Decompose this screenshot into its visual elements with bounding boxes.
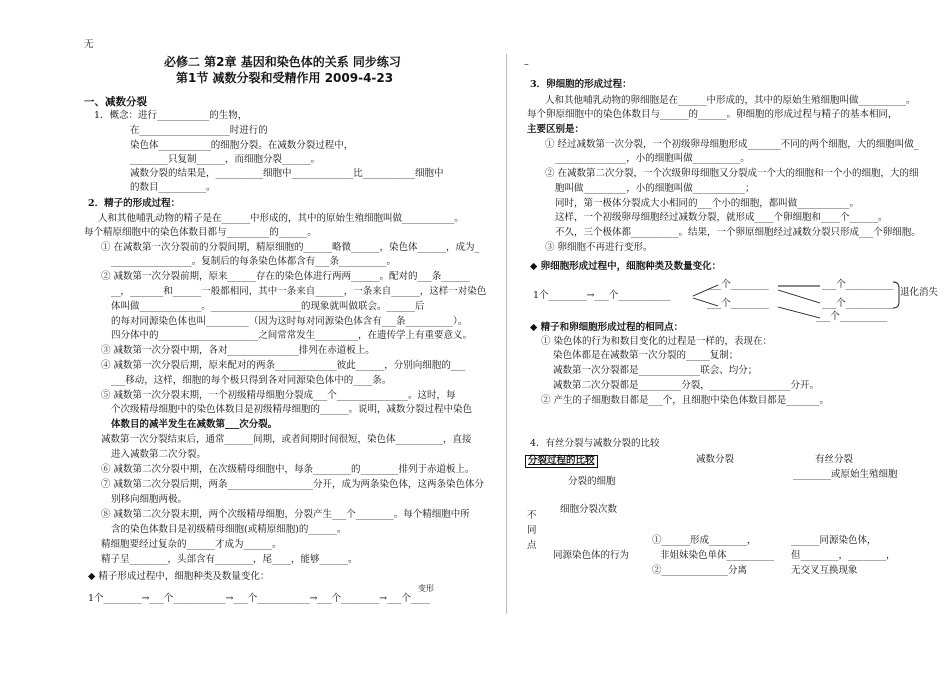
compare-heading: 4．有丝分裂与减数分裂的比较 — [530, 438, 660, 449]
common-1a: 染色体都是在减数第一次分裂的_____复制； — [553, 350, 739, 361]
sperm-shape: 精子呈________，头部含有________，尾____，能够______。 — [101, 554, 358, 565]
table-cell-mitosis-3: 无交叉互换现象 — [791, 565, 858, 576]
table-cell-meiosis-2: 非姐妹染色单体__________ — [660, 550, 775, 561]
stage-prophase1-e: 四分体中的_____________________之间常常发生_________，在遗传学上有重要意义。 — [111, 330, 473, 341]
table-cell-mitosis-2: 但________，________， — [791, 550, 896, 561]
egg-flow-r1: ___个__________ — [822, 279, 894, 290]
table-cell-mitosis-1: ______同源染色体， — [791, 535, 877, 546]
concept-line-6: 的数目__________。 — [130, 182, 216, 193]
table-cell-mitosis-cell: ________或原始生殖细胞 — [793, 469, 898, 480]
common-1b: 减数第一次分裂都是_____________联会、均分； — [553, 365, 758, 376]
stage-telophase2-b: 含的染色体数目是初级精母细胞(或精原细胞)的______。 — [111, 524, 347, 535]
stage-metaphase1: ③ 减数第一次分裂中期，各对_______________排列在赤道板上。 — [101, 345, 375, 356]
stage-telophase1-c: 体数目的减半发生在减数第___次分裂。 — [111, 419, 278, 430]
egg-diff-2d: 这样，一个初级卵母细胞经过减数分裂，就形成____个卵细胞和____个______。 — [555, 212, 888, 223]
diff-char-1: 不 — [527, 510, 537, 521]
right-dash: – — [524, 59, 529, 70]
concept-line-1: 1．概念：进行___________的生物， — [94, 110, 248, 121]
stage-telophase1: ⑤ 减数第一次分裂末期，一个初级精母细胞分裂成___个_______________。这时，每 — [101, 390, 456, 401]
common-1c: 减数第二次分裂都是_________分裂，_________________分开。 — [553, 380, 820, 391]
egg-flow-start: 1个________→___个___________ — [533, 290, 671, 301]
common-1: ① 染色体的行为和数目变化的过程是一样的，表现在： — [541, 336, 773, 347]
egg-flow-r2: ___个__________ — [822, 298, 894, 309]
egg-diff-1b: _______________，小的细胞叫做__________。 — [555, 153, 750, 164]
stage-after-first-b: 进入减数第二次分裂。 — [111, 449, 207, 460]
table-row-homolog: 同源染色体的行为 — [553, 550, 630, 561]
egg-flow-end: 退化消失 — [900, 287, 939, 298]
common-2: ② 产生的子细胞数目都是___个，且细胞中染色体数目都是_______。 — [541, 395, 830, 406]
stage-interphase-cont: _________________。复制后的每条染色体都含有___条__________。 — [111, 256, 397, 267]
table-row-divisions: 细胞分裂次数 — [560, 504, 618, 515]
sperm-maturation: 精细胞要经过复杂的______才成为______。 — [101, 539, 282, 550]
stage-telophase1-b: 个次级精母细胞中的染色体数目是初级精母细胞的______。说明，减数分裂过程中染色 — [111, 404, 473, 415]
stage-anaphase1-b: ___移动，这样，细胞的每个极只得到各对同源染色体中的____条。 — [111, 375, 392, 386]
egg-diff-2c: 同时，第一极体分裂成大小相同的___个小的细胞，都叫做___________。 — [555, 198, 860, 209]
sperm-heading: 2．精子的形成过程： — [88, 198, 181, 209]
table-header-compare: 分裂过程的比较 — [525, 455, 598, 468]
egg-flow-upper: ___个________ — [707, 279, 769, 290]
egg-diagram-heading: ◆ 卵细胞形成过程中，细胞种类及数量变化： — [530, 261, 722, 272]
sperm-flow-line: 1个________→___个___________→___个___________→___个________→___个____ — [88, 593, 430, 604]
stage-anaphase2: ⑦ 减数第二次分裂后期，两条__________________分开，成为两条染色体，这两条染色体分 — [101, 479, 485, 490]
egg-intro-2: 每个卵原细胞中的染色体数目与______的______。卵细胞的形成过程与精子的基本相同， — [527, 109, 898, 120]
egg-diff-1: ① 经过减数第一次分裂，一个初级卵母细胞形成_______不同的两个细胞，大的细胞叫做_ — [545, 139, 919, 150]
page-subtitle: 第1节 减数分裂和受精作用 2009-4-23 — [176, 71, 394, 85]
stage-anaphase2-b: 别移向细胞两极。 — [111, 494, 188, 505]
diff-char-2: 同 — [527, 525, 537, 536]
stage-prophase1-b: __，_______和______一般都相同，其中一条来自______，一条来自______，这样一对染色 — [111, 286, 487, 297]
concept-line-5: 减数分裂的结果是，__________细胞中_____________比___________细胞中 — [130, 168, 444, 179]
egg-diff-heading: 主要区别是： — [527, 124, 585, 135]
corner-mark: 无 — [84, 39, 94, 50]
egg-diff-2b: 胞叫做_________，小的细胞叫做___________； — [555, 183, 755, 194]
table-header-meiosis: 减数分裂 — [696, 454, 735, 465]
diff-char-3: 点 — [527, 540, 537, 551]
egg-flow-r3: ___个__________ — [816, 311, 888, 322]
concept-line-3: 染色体___________的细胞分裂。在减数分裂过程中， — [130, 140, 354, 151]
common-heading: ◆ 精子和卵细胞形成过程的相同点： — [530, 322, 684, 333]
sperm-intro-2: 每个精原细胞中的染色体数目都与_________的______。 — [84, 227, 317, 238]
page-title: 必修二 第2章 基因和染色体的关系 同步练习 — [164, 55, 401, 69]
section-heading-meiosis: 一、减数分裂 — [84, 96, 147, 108]
stage-anaphase1: ④ 减数第一次分裂后期，原来配对的两条_____________彼此______，分别向细胞的___ — [101, 360, 466, 371]
egg-flow-lower: ___个________ — [707, 298, 769, 309]
stage-prophase1-d: 的每对同源染色体也叫_________（因为这时每对同源染色体含有___条__________）。 — [111, 316, 468, 327]
egg-intro-1: 人和其他哺乳动物的卵细胞是在______中形成的，其中的原始生殖细胞叫做__________。 — [545, 95, 916, 106]
sperm-flow-label: 变形 — [418, 584, 434, 593]
egg-heading: 3．卵细胞的形成过程： — [530, 79, 632, 90]
table-row-cell: 分裂的细胞 — [568, 476, 616, 487]
egg-diff-3: ③ 卵细胞不再进行变形。 — [545, 242, 653, 253]
stage-prophase1-c: 体叫做_____________。___________________的现象就叫做联会。______后 — [111, 301, 425, 312]
sperm-diagram-heading: ◆ 精子形成过程中，细胞种类及数量变化： — [88, 571, 270, 582]
concept-line-2: 在___________________时进行的 — [130, 125, 268, 136]
table-cell-meiosis-3: ②______________分离 — [652, 565, 748, 576]
stage-interphase: ① 在减数第一次分裂前的分裂间期，精原细胞的______略微______，染色体______，成为_ — [101, 242, 480, 253]
egg-diff-2: ② 在减数第二次分裂，一个次级卵母细胞又分裂成一个大的细胞和一个小的细胞，大的细 — [545, 168, 919, 179]
stage-prophase1: ② 减数第一次分裂前期，原来______存在的染色体进行两两______。配对的___条______ — [101, 271, 470, 282]
sperm-intro-1: 人和其他哺乳动物的精子是在______中形成的，其中的原始生殖细胞叫做___________。 — [98, 213, 464, 224]
stage-after-first: 减数第一次分裂结束后，通常______间期，或者间期时间很短，染色体__________，直接 — [101, 434, 472, 445]
stage-metaphase2: ⑥ 减数第二次分裂中期，在次级精母细胞中，每条________的________排列于赤道板上。 — [101, 464, 475, 475]
table-cell-meiosis-1: ①______形成________， — [652, 535, 757, 546]
concept-line-4: ________只复制______，而细胞分裂______。 — [130, 154, 321, 165]
stage-telophase2: ⑧ 减数第二次分裂末期，两个次级精母细胞，分裂产生___个________。每个精细胞中所 — [101, 509, 470, 520]
egg-diff-2e: 不久，三个极体都__________。结果，一个卵原细胞经过减数分裂只形成___个卵细胞。 — [555, 227, 921, 238]
table-header-mitosis: 有丝分裂 — [815, 454, 854, 465]
